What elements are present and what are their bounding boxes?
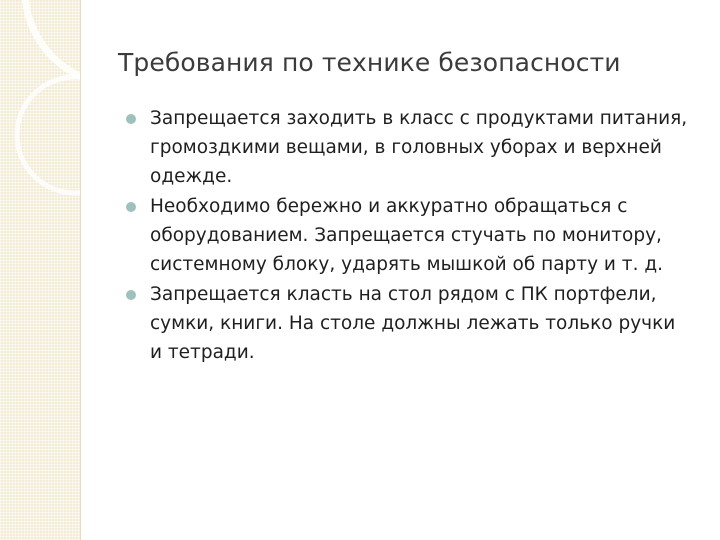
bullet-list — [132, 104, 692, 368]
slide-title: Требования по технике безопасности — [118, 48, 621, 77]
bullet-text: Запрещается заходить в класс с продуктами питания, громоздкими вещами, в головных уборах и верхней одежде. — [150, 108, 688, 187]
decorative-circles-graphic — [0, 0, 80, 540]
bullet-text: Необходимо бережно и аккуратно обращаться с оборудованием. Запрещается стучать по монитору, системному блоку, ударять мышкой об парту и т. д. — [150, 196, 664, 275]
side-band-divider — [80, 0, 81, 540]
decorative-side-band — [0, 0, 80, 540]
bullet-dot-icon — [126, 290, 136, 300]
bullet-item — [132, 104, 692, 191]
bullet-item — [132, 192, 692, 279]
bullet-dot-icon — [126, 202, 136, 212]
bullet-text: Запрещается класть на стол рядом с ПК портфели, сумки, книги. На столе должны лежать только ручки и тетради. — [150, 284, 676, 363]
bullet-dot-icon — [126, 114, 136, 124]
bullet-item — [132, 280, 692, 367]
